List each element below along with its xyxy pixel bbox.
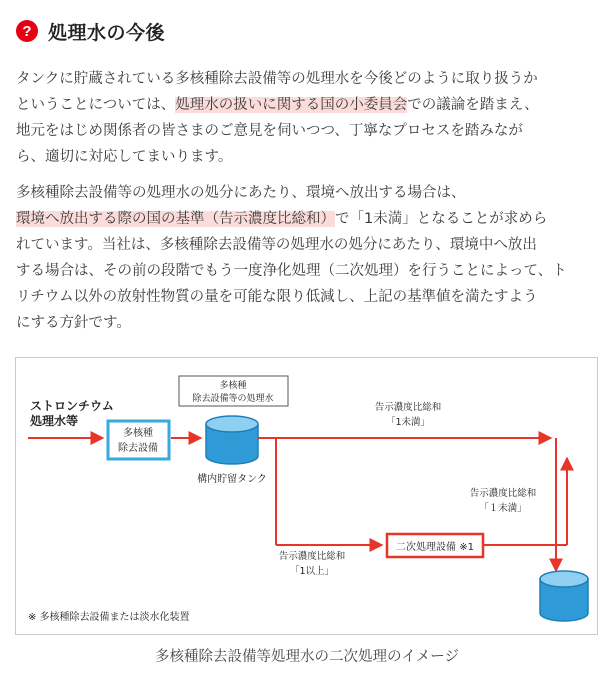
text-line: 地元をはじめ関係者の皆さまのご意見を伺いつつ、丁寧なプロセスを踏みなが <box>16 123 523 139</box>
highlight-committee: 処理水の扱いに関する国の小委員会 <box>175 97 408 113</box>
right-ratio-label-line1: 告示濃度比総和 <box>469 488 537 499</box>
alps-label-line1: 多核種 <box>123 428 153 439</box>
text-segment: での議論を踏まえ、 <box>407 97 539 113</box>
text-line: にする方針です。 <box>16 315 131 331</box>
process-diagram <box>15 357 598 635</box>
question-icon: ? <box>16 20 38 42</box>
input-label-line1: ストロンチウム <box>30 399 114 413</box>
section-heading <box>16 16 165 46</box>
tank-label: 構内貯留タンク <box>197 474 267 485</box>
text-line: れています。当社は、多核種除去設備等の処理水の処分にあたり、環境中へ放出 <box>16 237 537 253</box>
paragraph-2 <box>16 180 602 336</box>
text-segment: ということについては、 <box>16 97 176 113</box>
text-line: 多核種除去設備等の処理水の処分にあたり、環境へ放出する場合は、 <box>16 185 466 201</box>
processed-label-line1: 多核種 <box>219 381 247 391</box>
diagram-footnote: ※ 多核種除去設備または淡水化装置 <box>28 612 190 623</box>
alps-label-line2: 除去設備 <box>118 443 158 454</box>
diagram-svg <box>16 358 597 634</box>
text-line: リチウム以外の放射性物質の量を可能な限り低減し、上記の基準値を満たすよう <box>16 289 538 305</box>
storage-tank-icon <box>206 416 258 464</box>
bottom-ratio-label-line2: 「1以上」 <box>289 566 335 577</box>
discharge-tank-icon <box>540 571 588 621</box>
text-line: タンクに貯蔵されている多核種除去設備等の処理水を今後どのように取り扱うか <box>16 71 538 87</box>
text-line <box>16 92 602 118</box>
highlight-standard: 環境へ放出する際の国の基準（告示濃度比総和） <box>16 211 335 227</box>
text-line: ら、適切に対応してまいります。 <box>16 149 233 165</box>
figure-caption: 多核種除去設備等処理水の二次処理のイメージ <box>154 649 460 665</box>
top-ratio-label-line2: 「1未満」 <box>385 417 431 428</box>
top-ratio-label-line1: 告示濃度比総和 <box>374 402 442 413</box>
paragraph-1 <box>16 66 602 170</box>
text-line: する場合は、その前の段階でもう一度浄化処理（二次処理）を行うことによって、ト <box>16 263 567 279</box>
section-title: 処理水の今後 <box>48 21 166 44</box>
input-label-line2: 処理水等 <box>30 414 79 428</box>
secondary-treatment-label: 二次処理設備 ※1 <box>396 542 474 553</box>
bottom-ratio-label-line1: 告示濃度比総和 <box>278 551 346 562</box>
text-line <box>16 206 602 232</box>
text-segment: で「1未満」となることが求めら <box>335 211 548 227</box>
right-ratio-label-line2: 「１未満」 <box>479 503 527 514</box>
processed-label-line2: 除去設備等の処理水 <box>192 394 274 404</box>
